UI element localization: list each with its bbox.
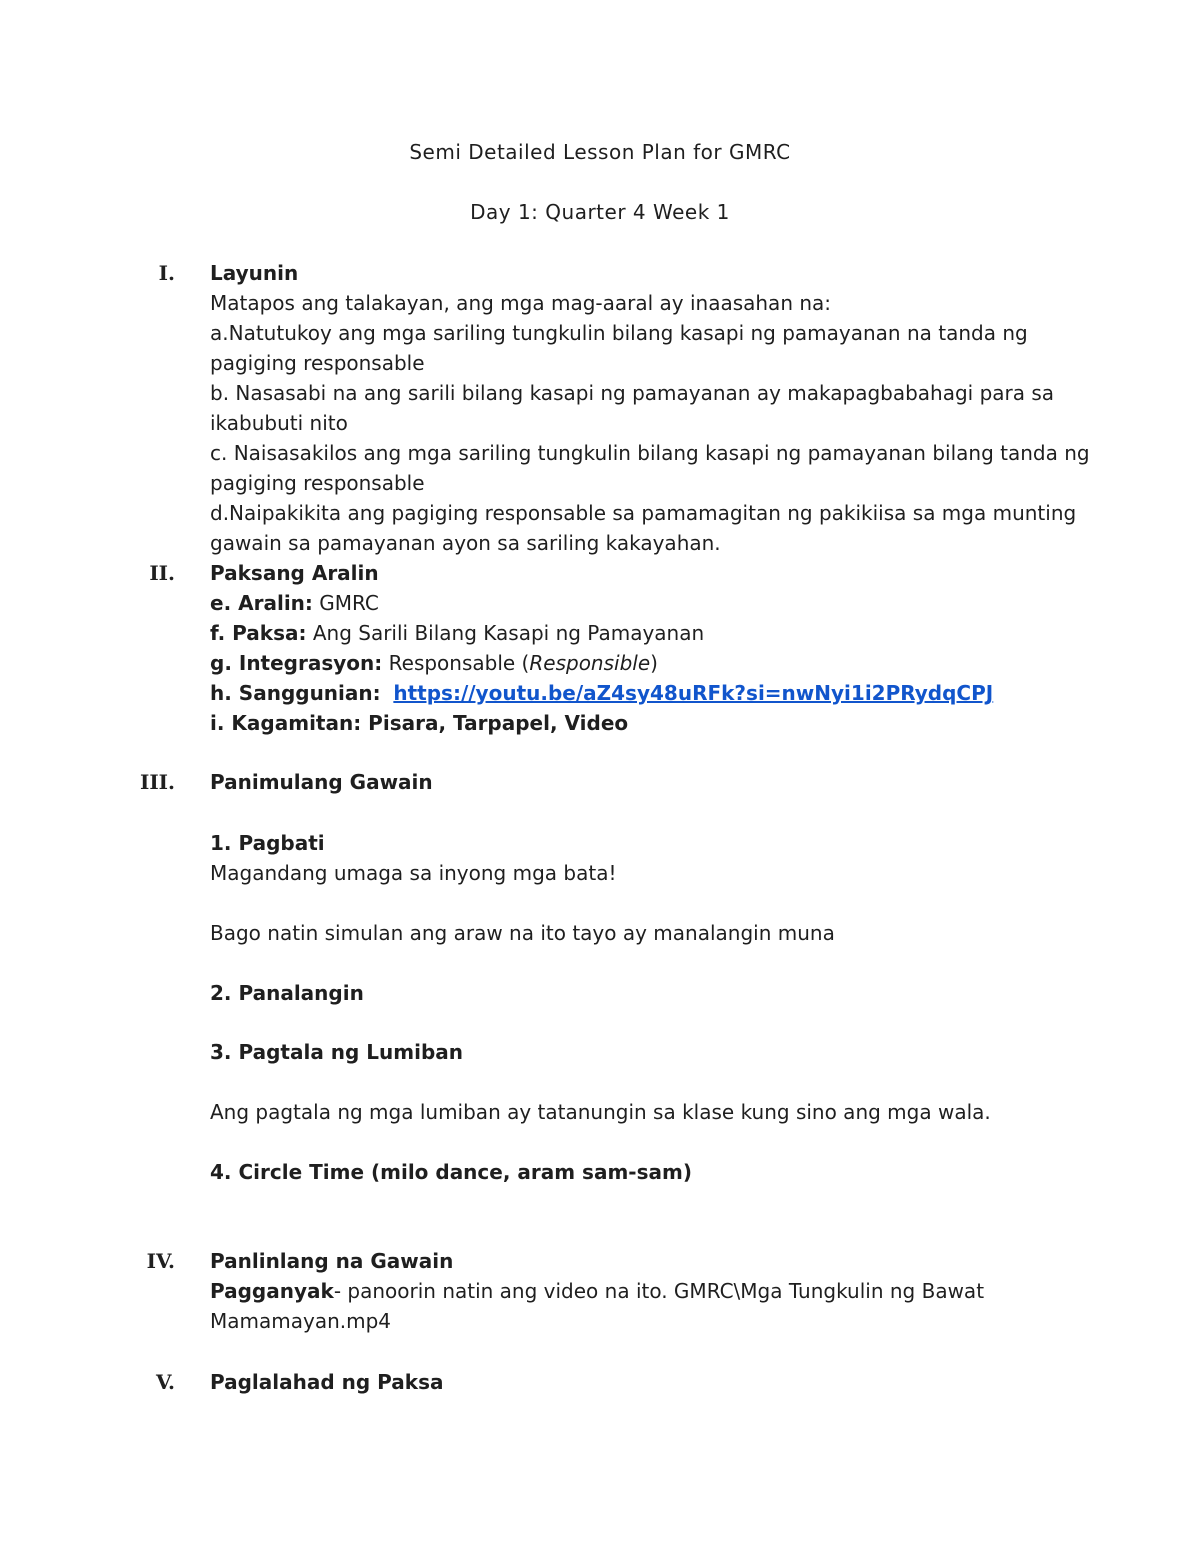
- document-subtitle: Day 1: Quarter 4 Week 1: [470, 200, 730, 224]
- subheading-panalangin: 2. Panalangin: [210, 981, 364, 1005]
- objective-c-line1: c. Naisasakilos ang mga sariling tungkulin bilang kasapi ng pamayanan bilang tanda ng: [210, 441, 1090, 465]
- item-aralin: [210, 588, 379, 618]
- integrasyon-label: g. Integrasyon:: [210, 651, 383, 675]
- subheading-pagbati: 1. Pagbati: [210, 831, 325, 855]
- pagbati-text-2: Bago natin simulan ang araw na ito tayo ay manalangin muna: [210, 921, 835, 945]
- document-title: Semi Detailed Lesson Plan for GMRC: [409, 140, 791, 164]
- subheading-pagtala: 3. Pagtala ng Lumiban: [210, 1040, 464, 1064]
- section-numeral-4: IV.: [146, 1249, 175, 1273]
- pagganyak-label: Pagganyak: [210, 1279, 334, 1303]
- item-integrasyon: [210, 648, 658, 678]
- section-heading-paglalahad: Paglalahad ng Paksa: [210, 1370, 444, 1394]
- subheading-circle-time: 4. Circle Time (milo dance, aram sam-sam): [210, 1160, 692, 1184]
- paksa-label: f. Paksa:: [210, 621, 307, 645]
- objective-a-line2: pagiging responsable: [210, 351, 425, 375]
- paksa-value: Ang Sarili Bilang Kasapi ng Pamayanan: [306, 621, 705, 645]
- objectives-intro: Matapos ang talakayan, ang mga mag-aaral ay inaasahan na:: [210, 291, 832, 315]
- objective-b-line2: ikabubuti nito: [210, 411, 348, 435]
- section-heading-panimulang-gawain: Panimulang Gawain: [210, 770, 433, 794]
- section-heading-paksang-aralin: Paksang Aralin: [210, 561, 379, 585]
- integrasyon-italic: Responsible: [529, 651, 651, 675]
- pagbati-text: Magandang umaga sa inyong mga bata!: [210, 861, 617, 885]
- section-numeral-2: II.: [149, 561, 175, 585]
- objective-d-line1: d.Naipakikita ang pagiging responsable sa pamamagitan ng pakikiisa sa mga munting: [210, 501, 1077, 525]
- section-numeral-5: V.: [156, 1370, 175, 1394]
- item-kagamitan: i. Kagamitan: Pisara, Tarpapel, Video: [210, 711, 629, 735]
- integrasyon-close: ): [650, 651, 658, 675]
- section-numeral-1: I.: [158, 261, 175, 285]
- pagganyak-text-2: Mamamayan.mp4: [210, 1309, 392, 1333]
- pagganyak-text: - panoorin natin ang video na ito. GMRC\Mga Tungkulin ng Bawat: [333, 1279, 985, 1303]
- objective-d-line2: gawain sa pamayanan ayon sa sariling kakayahan.: [210, 531, 721, 555]
- objective-a-line1: a.Natutukoy ang mga sariling tungkulin bilang kasapi ng pamayanan na tanda ng: [210, 321, 1028, 345]
- sanggunian-link[interactable]: https://youtu.be/aZ4sy48uRFk?si=nwNyi1i2PRydqCPJ: [393, 681, 994, 705]
- aralin-label: e. Aralin:: [210, 591, 313, 615]
- item-sanggunian: [210, 678, 993, 708]
- item-paksa: [210, 618, 704, 648]
- section-numeral-3: III.: [139, 770, 175, 794]
- integrasyon-value: Responsable (: [382, 651, 530, 675]
- objective-c-line2: pagiging responsable: [210, 471, 425, 495]
- objective-b-line1: b. Nasasabi na ang sarili bilang kasapi ng pamayanan ay makapagbabahagi para sa: [210, 381, 1055, 405]
- sanggunian-label: h. Sanggunian:: [210, 681, 381, 705]
- section-heading-panlinlang: Panlinlang na Gawain: [210, 1249, 454, 1273]
- pagtala-text: Ang pagtala ng mga lumiban ay tatanungin sa klase kung sino ang mga wala.: [210, 1100, 991, 1124]
- pagganyak-line: [210, 1276, 984, 1306]
- aralin-value: GMRC: [312, 591, 379, 615]
- section-heading-layunin: Layunin: [210, 261, 299, 285]
